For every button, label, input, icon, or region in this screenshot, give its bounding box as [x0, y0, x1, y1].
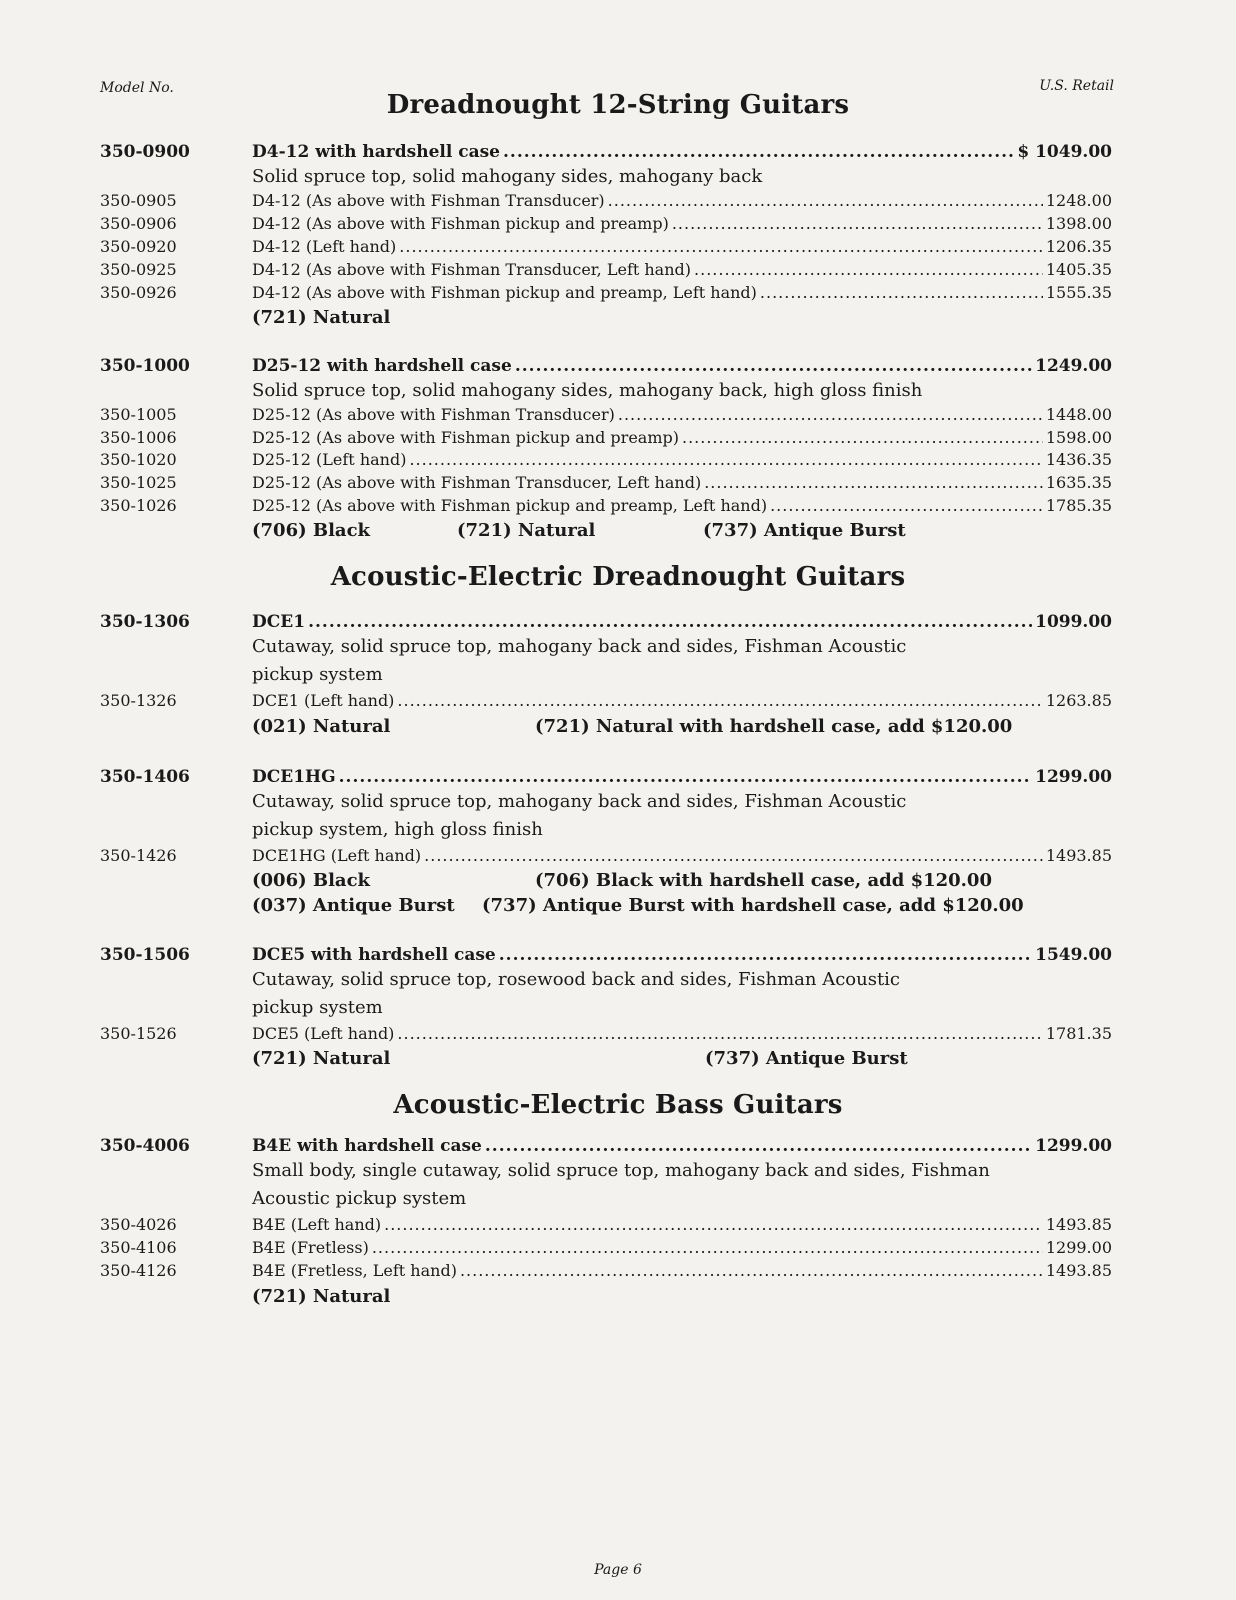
variant-description: D4-12 (Left hand) [252, 237, 397, 256]
dot-leader [485, 1136, 1032, 1156]
dot-leader [372, 1238, 1043, 1257]
dot-leader [409, 450, 1042, 469]
product-line [252, 767, 1112, 787]
dot-leader [503, 142, 1014, 162]
model-number: 350-1000 [100, 356, 190, 376]
variant-row [0, 1024, 1236, 1048]
us-retail-header: U.S. Retail [1039, 78, 1114, 94]
dot-leader [770, 496, 1043, 515]
variant-line [252, 473, 1112, 492]
model-number: 350-1306 [100, 612, 190, 632]
variant-description: DCE5 (Left hand) [252, 1024, 395, 1043]
model-number: 350-0900 [100, 142, 190, 162]
model-number: 350-1025 [100, 473, 177, 492]
product-description: D25-12 with hardshell case [252, 356, 512, 376]
variant-row [0, 283, 1236, 307]
product-price: 1549.00 [1035, 945, 1112, 965]
variant-line [252, 1261, 1112, 1280]
product-row-main [0, 356, 1236, 380]
dot-leader [308, 612, 1032, 632]
variant-description: B4E (Left hand) [252, 1215, 382, 1234]
product-spec: Solid spruce top, solid mahogany sides, mahogany back [252, 166, 763, 187]
product-row-main [0, 767, 1236, 791]
variant-description: D4-12 (As above with Fishman Transducer, Left hand) [252, 260, 692, 279]
variant-row [0, 496, 1236, 520]
variant-price: 1781.35 [1045, 1024, 1112, 1043]
dot-leader [499, 945, 1032, 965]
product-line [252, 356, 1112, 376]
variant-line [252, 260, 1112, 279]
dot-leader [460, 1261, 1043, 1280]
product-line [252, 945, 1112, 965]
product-row-main [0, 1136, 1236, 1160]
dot-leader [397, 1024, 1042, 1043]
variant-row [0, 846, 1236, 870]
product-row-main [0, 945, 1236, 969]
variant-row [0, 1261, 1236, 1285]
variant-line [252, 1215, 1112, 1234]
variant-description: D25-12 (As above with Fishman Transducer) [252, 405, 615, 424]
dot-leader [424, 846, 1043, 865]
product-spec: Cutaway, solid spruce top, rosewood back and sides, Fishman Acoustic [252, 969, 901, 990]
variant-price: 1785.35 [1045, 496, 1112, 515]
model-number: 350-0926 [100, 283, 177, 302]
model-no-header: Model No. [100, 80, 174, 96]
color-option: (706) Black [252, 520, 371, 541]
model-number: 350-1020 [100, 450, 177, 469]
section-title-acoustic-electric-dreadnought: Acoustic-Electric Dreadnought Guitars [330, 562, 906, 592]
variant-line [252, 214, 1112, 233]
product-description: DCE1HG [252, 767, 336, 787]
variant-price: 1635.35 [1045, 473, 1112, 492]
color-option: (037) Antique Burst [252, 895, 455, 916]
dot-leader [618, 405, 1043, 424]
variant-description: D25-12 (As above with Fishman pickup and preamp) [252, 428, 679, 447]
variant-description: DCE1HG (Left hand) [252, 846, 422, 865]
variant-price: 1555.35 [1045, 283, 1112, 302]
page-number: Page 6 [594, 1562, 642, 1578]
model-number: 350-0906 [100, 214, 177, 233]
dot-leader [608, 191, 1043, 210]
model-number: 350-4006 [100, 1136, 190, 1156]
model-number: 350-1406 [100, 767, 190, 787]
product-spec: Solid spruce top, solid mahogany sides, mahogany back, high gloss finish [252, 380, 923, 401]
model-number: 350-1026 [100, 496, 177, 515]
dot-leader [515, 356, 1032, 376]
color-option: (737) Antique Burst [703, 520, 906, 541]
color-option: (706) Black with hardshell case, add $120.00 [535, 870, 992, 891]
model-number: 350-1426 [100, 846, 177, 865]
color-option: (721) Natural [252, 1048, 391, 1069]
variant-line [252, 237, 1112, 256]
model-number: 350-0920 [100, 237, 177, 256]
variant-line [252, 1238, 1112, 1257]
variant-price: 1248.00 [1045, 191, 1112, 210]
product-line [252, 1136, 1112, 1156]
model-number: 350-1526 [100, 1024, 177, 1043]
dot-leader [704, 473, 1043, 492]
model-number: 350-1006 [100, 428, 177, 447]
color-option: (721) Natural [252, 1286, 391, 1307]
variant-price: 1448.00 [1045, 405, 1112, 424]
dot-leader [384, 1215, 1043, 1234]
variant-price: 1398.00 [1045, 214, 1112, 233]
color-option: (006) Black [252, 870, 371, 891]
product-line [252, 612, 1112, 632]
variant-price: 1493.85 [1045, 846, 1112, 865]
variant-price: 1598.00 [1045, 428, 1112, 447]
variant-description: B4E (Fretless, Left hand) [252, 1261, 457, 1280]
model-number: 350-1506 [100, 945, 190, 965]
variant-line [252, 691, 1112, 710]
variant-description: DCE1 (Left hand) [252, 691, 395, 710]
product-row-main [0, 142, 1236, 166]
section-title-dreadnought-12-string: Dreadnought 12-String Guitars [386, 90, 850, 120]
model-number: 350-4026 [100, 1215, 177, 1234]
variant-row [0, 191, 1236, 215]
variant-row [0, 473, 1236, 497]
variant-description: D25-12 (As above with Fishman pickup and preamp, Left hand) [252, 496, 768, 515]
dot-leader [682, 428, 1043, 447]
variant-row [0, 237, 1236, 261]
product-price: 1299.00 [1035, 767, 1112, 787]
product-spec: Acoustic pickup system [252, 1188, 467, 1209]
variant-line [252, 428, 1112, 447]
color-option: (021) Natural [252, 716, 391, 737]
variant-line [252, 450, 1112, 469]
dot-leader [397, 691, 1042, 710]
color-option: (737) Antique Burst with hardshell case, add $120.00 [482, 895, 1024, 916]
product-price: 1299.00 [1035, 1136, 1112, 1156]
variant-description: D25-12 (As above with Fishman Transducer, Left hand) [252, 473, 702, 492]
variant-row [0, 691, 1236, 715]
product-price: $ 1049.00 [1017, 142, 1112, 162]
product-row-main [0, 612, 1236, 636]
product-description: B4E with hardshell case [252, 1136, 482, 1156]
color-option: (721) Natural with hardshell case, add $120.00 [535, 716, 1013, 737]
model-number: 350-4106 [100, 1238, 177, 1257]
dot-leader [672, 214, 1043, 233]
variant-price: 1206.35 [1045, 237, 1112, 256]
variant-row [0, 214, 1236, 238]
model-number: 350-0925 [100, 260, 177, 279]
model-number: 350-1005 [100, 405, 177, 424]
product-spec: Cutaway, solid spruce top, mahogany back and sides, Fishman Acoustic [252, 636, 907, 657]
variant-line [252, 496, 1112, 515]
variant-row [0, 1238, 1236, 1262]
dot-leader [399, 237, 1043, 256]
product-description: DCE1 [252, 612, 306, 632]
variant-line [252, 405, 1112, 424]
variant-line [252, 283, 1112, 302]
model-number: 350-0905 [100, 191, 177, 210]
product-spec: Small body, single cutaway, solid spruce top, mahogany back and sides, Fishman [252, 1160, 990, 1181]
variant-description: D4-12 (As above with Fishman pickup and preamp, Left hand) [252, 283, 757, 302]
variant-row [0, 405, 1236, 429]
color-option: (721) Natural [457, 520, 596, 541]
color-option: (737) Antique Burst [705, 1048, 908, 1069]
model-number: 350-4126 [100, 1261, 177, 1280]
variant-line [252, 1024, 1112, 1043]
variant-description: D4-12 (As above with Fishman pickup and preamp) [252, 214, 669, 233]
variant-price: 1436.35 [1045, 450, 1112, 469]
variant-row [0, 428, 1236, 452]
variant-description: D25-12 (Left hand) [252, 450, 407, 469]
variant-description: B4E (Fretless) [252, 1238, 369, 1257]
variant-line [252, 191, 1112, 210]
variant-price: 1299.00 [1045, 1238, 1112, 1257]
variant-line [252, 846, 1112, 865]
product-spec: pickup system, high gloss finish [252, 819, 543, 840]
product-spec: pickup system [252, 664, 383, 685]
variant-row [0, 450, 1236, 474]
product-line [252, 142, 1112, 162]
dot-leader [339, 767, 1032, 787]
product-description: D4-12 with hardshell case [252, 142, 500, 162]
product-price: 1249.00 [1035, 356, 1112, 376]
variant-price: 1405.35 [1045, 260, 1112, 279]
dot-leader [760, 283, 1043, 302]
product-spec: Cutaway, solid spruce top, mahogany back and sides, Fishman Acoustic [252, 791, 907, 812]
variant-price: 1493.85 [1045, 1215, 1112, 1234]
dot-leader [694, 260, 1043, 279]
product-price: 1099.00 [1035, 612, 1112, 632]
variant-price: 1493.85 [1045, 1261, 1112, 1280]
section-title-acoustic-electric-bass: Acoustic-Electric Bass Guitars [393, 1090, 843, 1120]
variant-row [0, 260, 1236, 284]
variant-description: D4-12 (As above with Fishman Transducer) [252, 191, 605, 210]
model-number: 350-1326 [100, 691, 177, 710]
product-spec: pickup system [252, 997, 383, 1018]
variant-price: 1263.85 [1045, 691, 1112, 710]
product-description: DCE5 with hardshell case [252, 945, 496, 965]
color-option: (721) Natural [252, 307, 391, 328]
variant-row [0, 1215, 1236, 1239]
